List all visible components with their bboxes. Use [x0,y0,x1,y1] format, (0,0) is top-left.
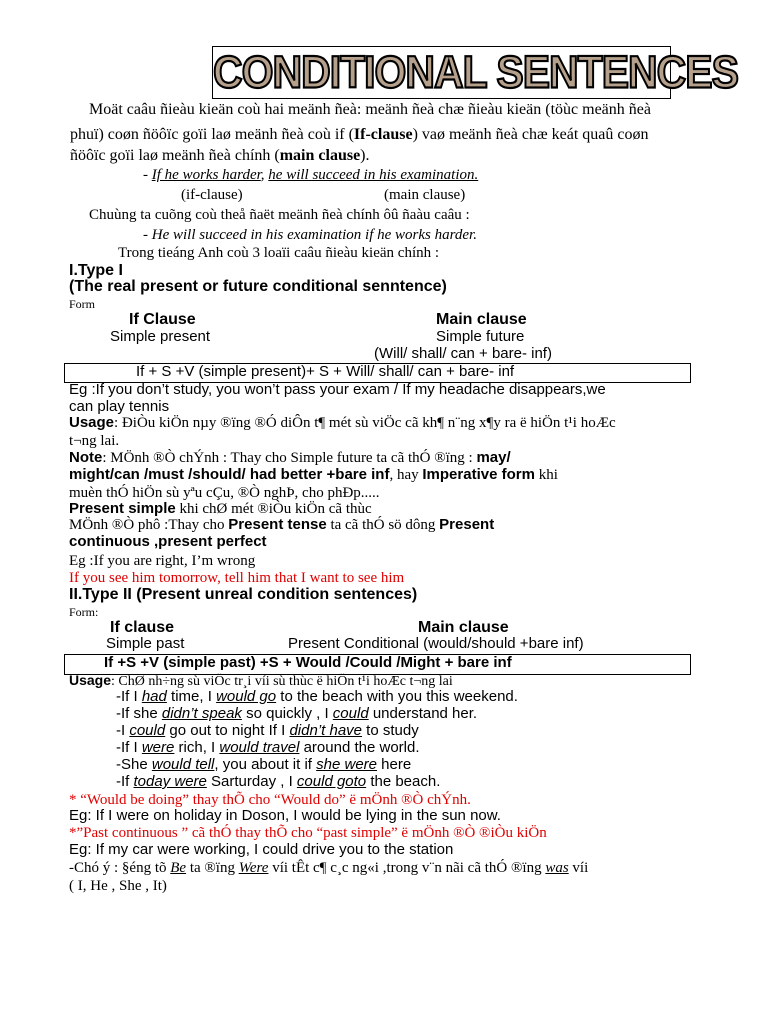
intro-line-5: Trong tieáng Anh coù 3 loaïi caâu ñieàu kieän chính : [118,245,440,261]
type2-example-5: -She would tell, you about it if she were here [116,756,412,773]
label-main-clause: (main clause) [384,187,466,203]
type2-if-clause-header: If clause [110,619,175,636]
type2-form-label: Form: [69,605,99,619]
type1-note-2: might/can /must /should/ had better +bare inf, hay Imperative form khi [69,466,558,483]
type1-main-detail: (Will/ shall/ can + bare- inf) [374,345,552,362]
type2-formula-box [64,654,691,675]
type1-usage-2: t¬ng lai. [69,433,120,449]
type2-note-be-2: ( I, He , She , It) [69,878,167,894]
type1-heading: I.Type I [69,262,123,279]
intro-line-4: Chuùng ta cuõng coù theå ñaët meänh ñeà chính ôû ñaàu caâu : [89,207,470,223]
type2-main-tense: Present Conditional (would/should +bare inf) [288,635,584,652]
type2-formula: If +S +V (simple past) +S + Would /Could /Might + bare inf [104,654,512,671]
type2-usage: Usage: ChØ nh÷ng sù viÖc tr¸i víi sù thùc ë hiÖn t¹i hoÆc t¬ng lai [69,672,453,689]
type1-subheading: (The real present or future conditional senntence) [69,278,447,295]
type1-note-3: muèn thÓ hiÖn sù yªu cÇu, ®Ò nghÞ, cho phÐp..... [69,485,380,501]
type2-example-2: -If she didn’t speak so quickly , I could understand her. [116,705,478,722]
page-title: CONDITIONAL SENTENCES [213,46,738,98]
intro-line-2: phuï) coøn ñöôïc goïi laø meänh ñeà coù if (If-clause) vaø meänh ñeà chæ keát quaû coøn [70,126,649,143]
type2-example-6: -If today were Sarturday , I could goto the beach. [116,773,441,790]
type2-heading: II.Type II (Present unreal condition sentences) [69,586,418,603]
type1-red-example: If you see him tomorrow, tell him that I want to see him [69,570,405,586]
type1-sub-clause-2: continuous ,present perfect [69,533,267,550]
type2-main-clause-header: Main clause [418,619,509,636]
type1-formula: If + S +V (simple present)+ S + Will/ shall/ can + bare- inf [136,363,515,380]
intro-line-1: Moät caâu ñieàu kieän coù hai meänh ñeà: meänh ñeà chæ ñieàu kieän (töùc meänh ñeà [89,101,651,118]
type2-if-tense: Simple past [106,635,185,652]
type2-red-note-2: *”Past continuous ” cã thÓ thay thÕ cho “past simple” ë mÖnh ®Ò ®iÒu kiÖn [69,825,547,841]
label-if-clause: (if-clause) [181,187,243,203]
type2-example-3: -I could go out to night If I didn’t have to study [116,722,419,739]
example-if-first: - If he works harder, he will succeed in his examination. [143,167,479,183]
type2-example-1: -If I had time, I would go to the beach with you this weekend. [116,688,518,705]
type1-sub-clause: MÖnh ®Ò phô :Thay cho Present tense ta cã thÓ sö dông Present [69,516,495,533]
type1-formula-box [64,363,691,383]
type1-if-clause-header: If Clause [129,311,196,328]
type1-main-clause-header: Main clause [436,311,527,328]
type1-note: Note: MÖnh ®Ò chÝnh : Thay cho Simple future ta cã thÓ ®ïng : may/ [69,449,511,466]
type1-example-1: Eg :If you don’t study, you won’t pass your exam / If my headache disappears,we [69,381,606,398]
type1-example-2: Eg :If you are right, I’m wrong [69,553,256,569]
type2-example-4: -If I were rich, I would travel around the world. [116,739,420,756]
type1-if-tense: Simple present [110,328,211,345]
intro-line-3: ñöôïc goïi laø meänh ñeà chính (main clause). [70,147,370,164]
type2-example-holiday: Eg: If I were on holiday in Doson, I would be lying in the sun now. [69,807,501,824]
type1-usage: Usage: ĐiÒu kiÖn nµy ®ïng ®Ó diÔn t¶ mét sù viÖc cã kh¶ n¨ng x¶y ra ë hiÖn t¹i hoÆc [69,414,616,431]
type1-example-1b: can play tennis [69,398,170,415]
type1-form-label: Form [69,297,96,311]
type2-red-note-1: * “Would be doing” thay thÕ cho “Would do” ë mÖnh ®Ò chÝnh. [69,792,471,808]
type2-note-be: -Chó ý : §éng tõ Be ta ®ïng Were víi tÊt c¶ c¸c ng«i ,trong v¨n nãi cã thÓ ®ïng was víi [69,860,589,876]
type1-main-tense: Simple future [436,328,525,345]
type2-example-car: Eg: If my car were working, I could drive you to the station [69,841,454,858]
type1-present-simple: Present simple khi chØ mét ®iÒu kiÖn cã thùc [69,500,372,517]
example-main-first: - He will succeed in his examination if he works harder. [143,227,477,243]
title-banner [212,46,738,99]
